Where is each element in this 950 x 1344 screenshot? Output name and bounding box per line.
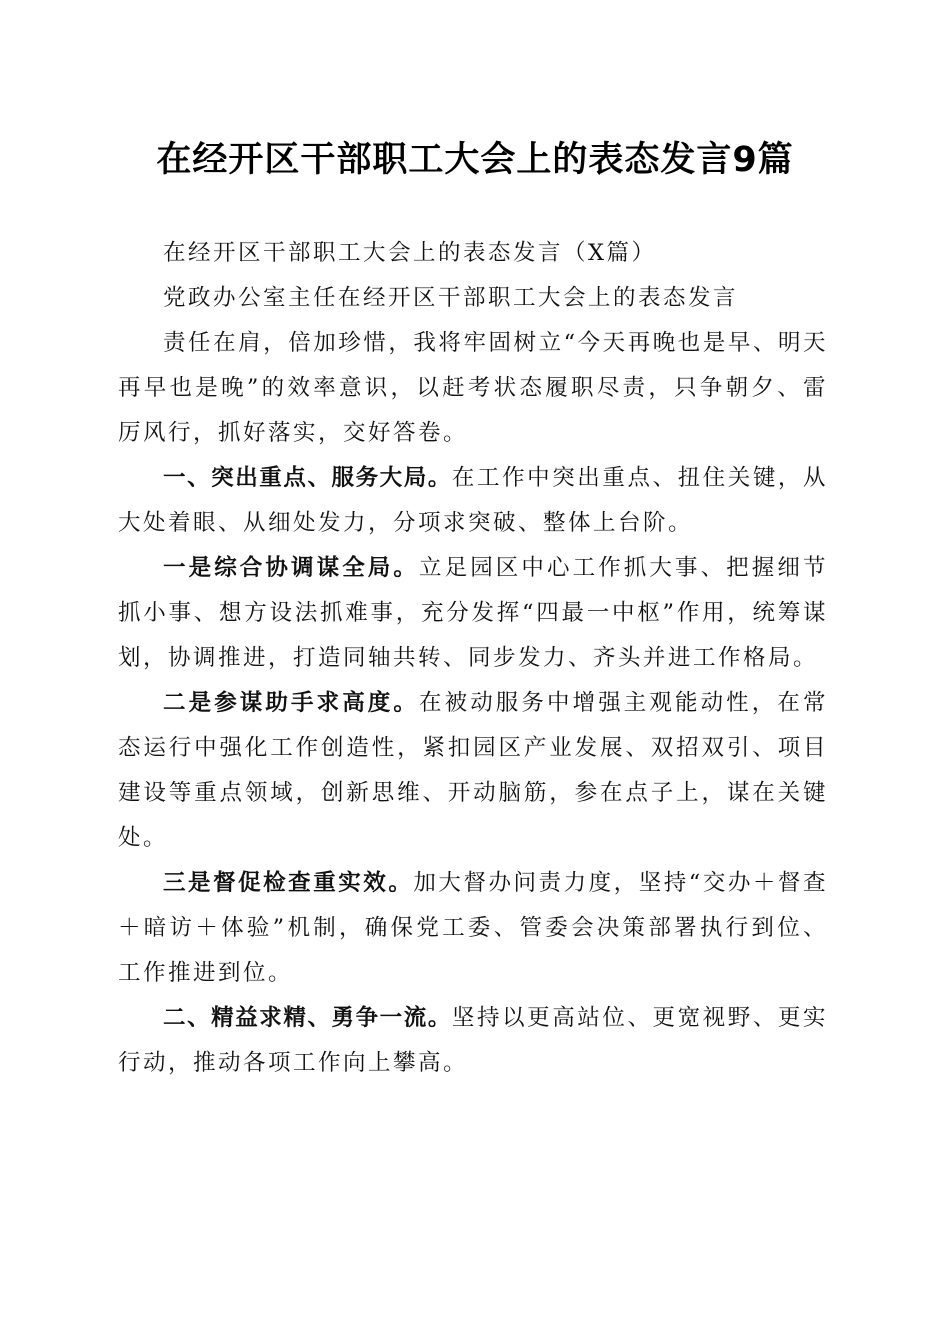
paragraph-point-3 bbox=[118, 861, 828, 996]
paragraph-section-2 bbox=[118, 996, 828, 1086]
paragraph-subtitle bbox=[118, 231, 828, 276]
paragraph-point-2 bbox=[118, 681, 828, 861]
point-heading: 三是督促检查重实效。 bbox=[163, 870, 414, 896]
paragraph-text: 在经开区干部职工大会上的表态发言（X篇） bbox=[163, 240, 657, 266]
point-heading: 一是综合协调谋全局。 bbox=[163, 555, 419, 581]
document-body bbox=[118, 231, 828, 1086]
document-title: 在经开区干部职工大会上的表态发言9篇 bbox=[156, 140, 794, 180]
section-heading: 一、突出重点、服务大局。 bbox=[163, 465, 452, 491]
paragraph-text: 加大督办问责力度，坚持“交办＋督查＋暗访＋体验”机制，确保党工委、管委会决策部署执行到位、工作推进到位。 bbox=[118, 870, 828, 986]
paragraph-point-1 bbox=[118, 546, 828, 681]
paragraph-section-1 bbox=[118, 456, 828, 546]
paragraph-text: 立足园区中心工作抓大事、把握细节抓小事、想方设法抓难事，充分发挥“四最一中枢”作用，统筹谋划，协调推进，打造同轴共转、同步发力、齐头并进工作格局。 bbox=[118, 555, 828, 671]
paragraph-text: 在被动服务中增强主观能动性，在常态运行中强化工作创造性，紧扣园区产业发展、双招双引、项目建设等重点领域，创新思维、开动脑筋，参在点子上，谋在关键处。 bbox=[118, 690, 828, 851]
paragraph-text: 在工作中突出重点、扭住关键，从大处着眼、从细处发力，分项求突破、整体上台阶。 bbox=[118, 465, 828, 536]
paragraph-text: 坚持以更高站位、更宽视野、更实行动，推动各项工作向上攀高。 bbox=[118, 1005, 828, 1076]
paragraph-intro bbox=[118, 321, 828, 456]
section-heading: 二、精益求精、勇争一流。 bbox=[163, 1005, 452, 1031]
paragraph-speaker bbox=[118, 276, 828, 321]
point-heading: 二是参谋助手求高度。 bbox=[163, 690, 419, 716]
paragraph-text: 责任在肩，倍加珍惜，我将牢固树立“今天再晚也是早、明天再早也是晚”的效率意识，以赶考状态履职尽责，只争朝夕、雷厉风行，抓好落实，交好答卷。 bbox=[118, 330, 828, 446]
paragraph-text: 党政办公室主任在经开区干部职工大会上的表态发言 bbox=[163, 285, 739, 311]
